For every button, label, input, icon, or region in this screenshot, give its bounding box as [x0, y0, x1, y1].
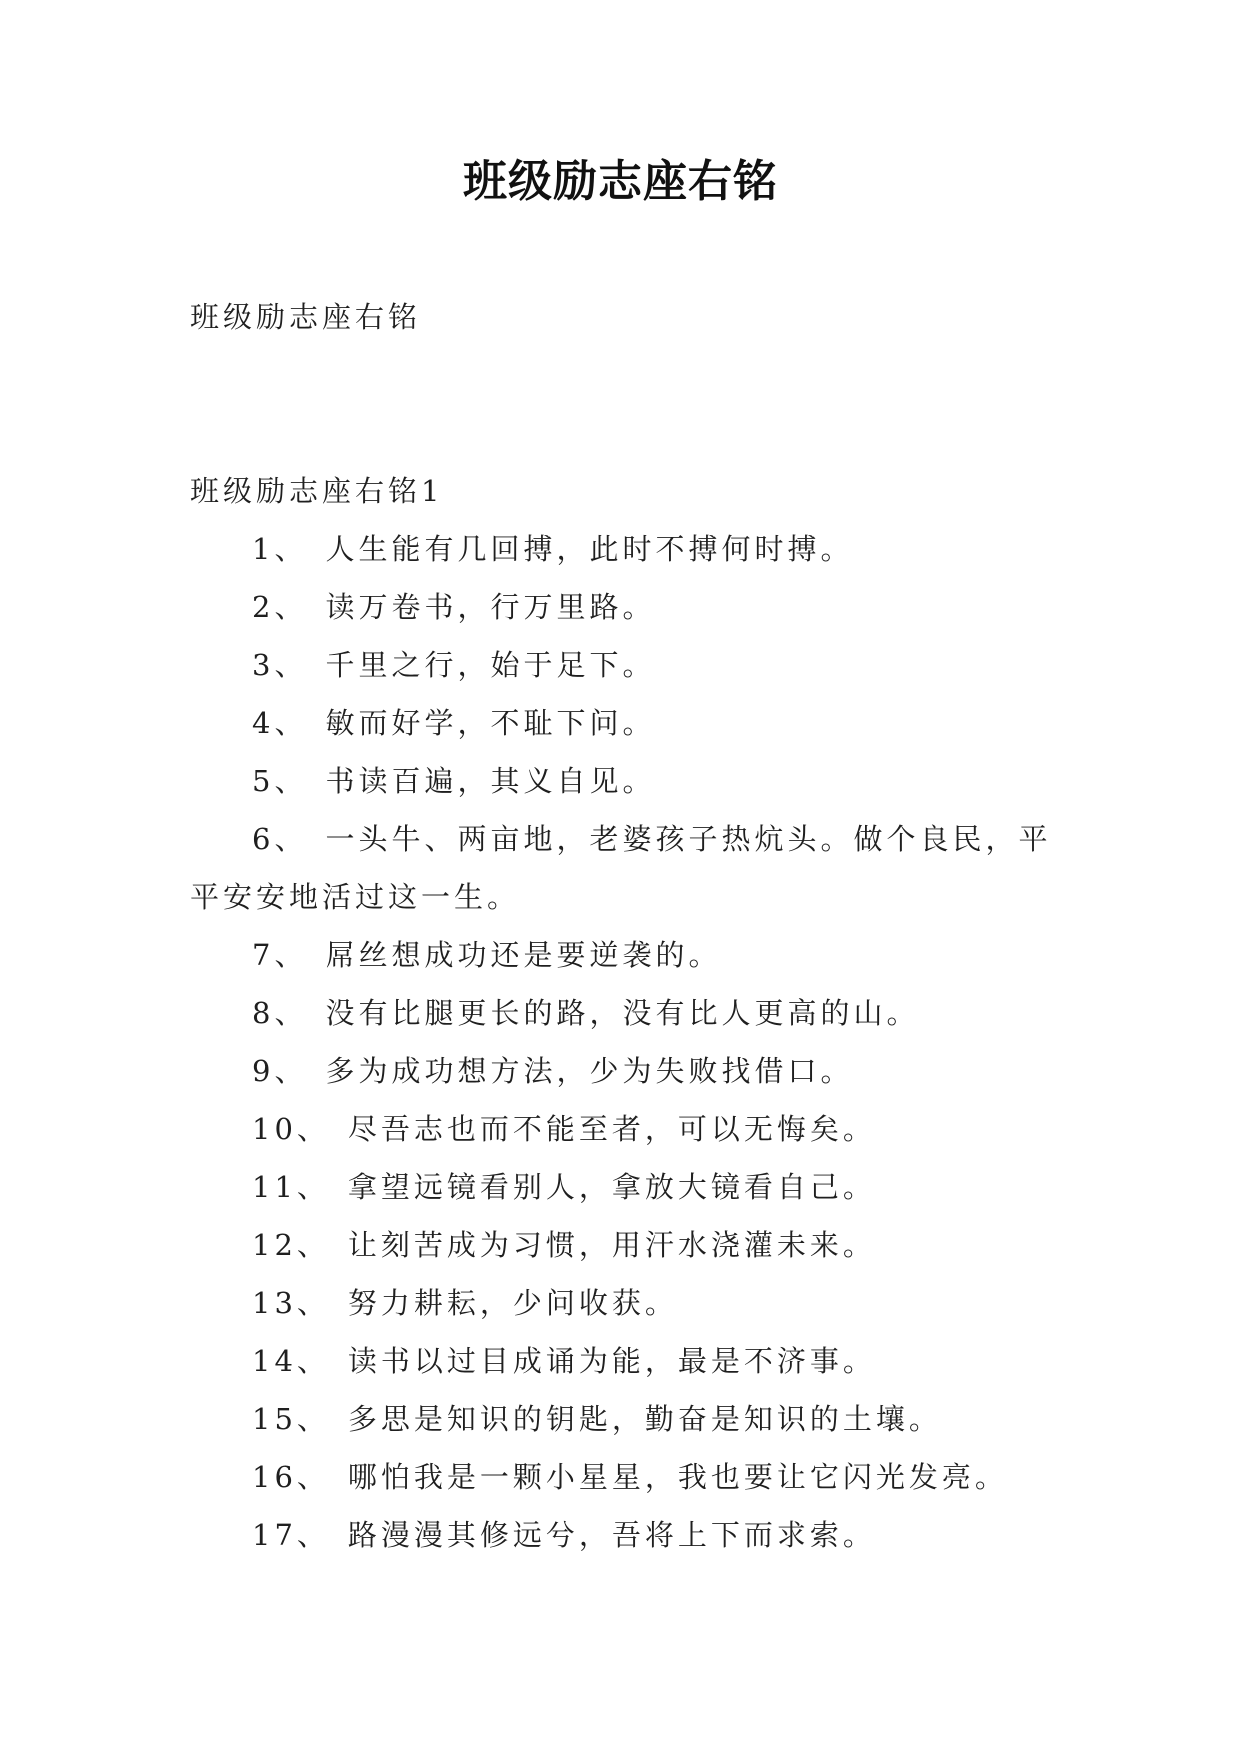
list-item	[190, 636, 1060, 694]
item-number: 12、	[252, 1228, 330, 1262]
list-item	[190, 1506, 1060, 1564]
item-text: 千里之行，始于足下。	[325, 648, 656, 682]
list-item	[190, 694, 1060, 752]
item-number: 2、	[252, 590, 308, 624]
item-text: 多思是知识的钥匙，勤奋是知识的土壤。	[347, 1402, 942, 1436]
item-text: 努力耕耘，少问收获。	[347, 1286, 678, 1320]
item-number: 10、	[252, 1112, 330, 1146]
motto-list	[190, 520, 1060, 1564]
item-text: 没有比腿更长的路，没有比人更高的山。	[325, 996, 920, 1030]
item-text: 书读百遍，其义自见。	[325, 764, 656, 798]
document-title: 班级励志座右铭	[463, 156, 778, 207]
item-number: 6、	[252, 822, 308, 856]
item-number: 9、	[252, 1054, 308, 1088]
list-item	[190, 1216, 1060, 1274]
item-number: 4、	[252, 706, 308, 740]
item-number: 1、	[252, 532, 308, 566]
item-number: 11、	[252, 1170, 330, 1204]
list-item	[190, 1042, 1060, 1100]
list-item	[190, 1332, 1060, 1390]
item-text: 敏而好学，不耻下问。	[325, 706, 656, 740]
item-number: 13、	[252, 1286, 330, 1320]
list-item	[190, 984, 1060, 1042]
item-text: 让刻苦成为习惯，用汗水浇灌未来。	[347, 1228, 876, 1262]
item-number: 3、	[252, 648, 308, 682]
item-number: 7、	[252, 938, 308, 972]
item-number: 15、	[252, 1402, 330, 1436]
list-item	[190, 1448, 1060, 1506]
item-text: 路漫漫其修远兮，吾将上下而求索。	[347, 1518, 876, 1552]
section-heading: 班级励志座右铭1	[190, 474, 444, 508]
item-number: 8、	[252, 996, 308, 1030]
item-number: 16、	[252, 1460, 330, 1494]
list-item	[190, 1158, 1060, 1216]
list-item	[190, 752, 1060, 810]
item-number: 14、	[252, 1344, 330, 1378]
item-text: 拿望远镜看别人，拿放大镜看自己。	[347, 1170, 876, 1204]
item-text: 多为成功想方法，少为失败找借口。	[325, 1054, 854, 1088]
list-item	[190, 578, 1060, 636]
item-number: 17、	[252, 1518, 330, 1552]
item-text: 一头牛、两亩地，老婆孩子热炕头。做个良民，平平安安地活过这一生。	[190, 822, 1052, 914]
list-item	[190, 1390, 1060, 1448]
document-subtitle: 班级励志座右铭	[190, 300, 422, 334]
list-item	[190, 1100, 1060, 1158]
list-item	[190, 1274, 1060, 1332]
list-item	[190, 926, 1060, 984]
list-item	[190, 810, 1060, 926]
item-text: 哪怕我是一颗小星星，我也要让它闪光发亮。	[347, 1460, 1008, 1494]
item-text: 屌丝想成功还是要逆袭的。	[325, 938, 722, 972]
item-number: 5、	[252, 764, 308, 798]
item-text: 读万卷书，行万里路。	[325, 590, 656, 624]
item-text: 尽吾志也而不能至者，可以无悔矣。	[347, 1112, 876, 1146]
item-text: 读书以过目成诵为能，最是不济事。	[347, 1344, 876, 1378]
list-item	[190, 520, 1060, 578]
item-text: 人生能有几回搏，此时不搏何时搏。	[325, 532, 854, 566]
